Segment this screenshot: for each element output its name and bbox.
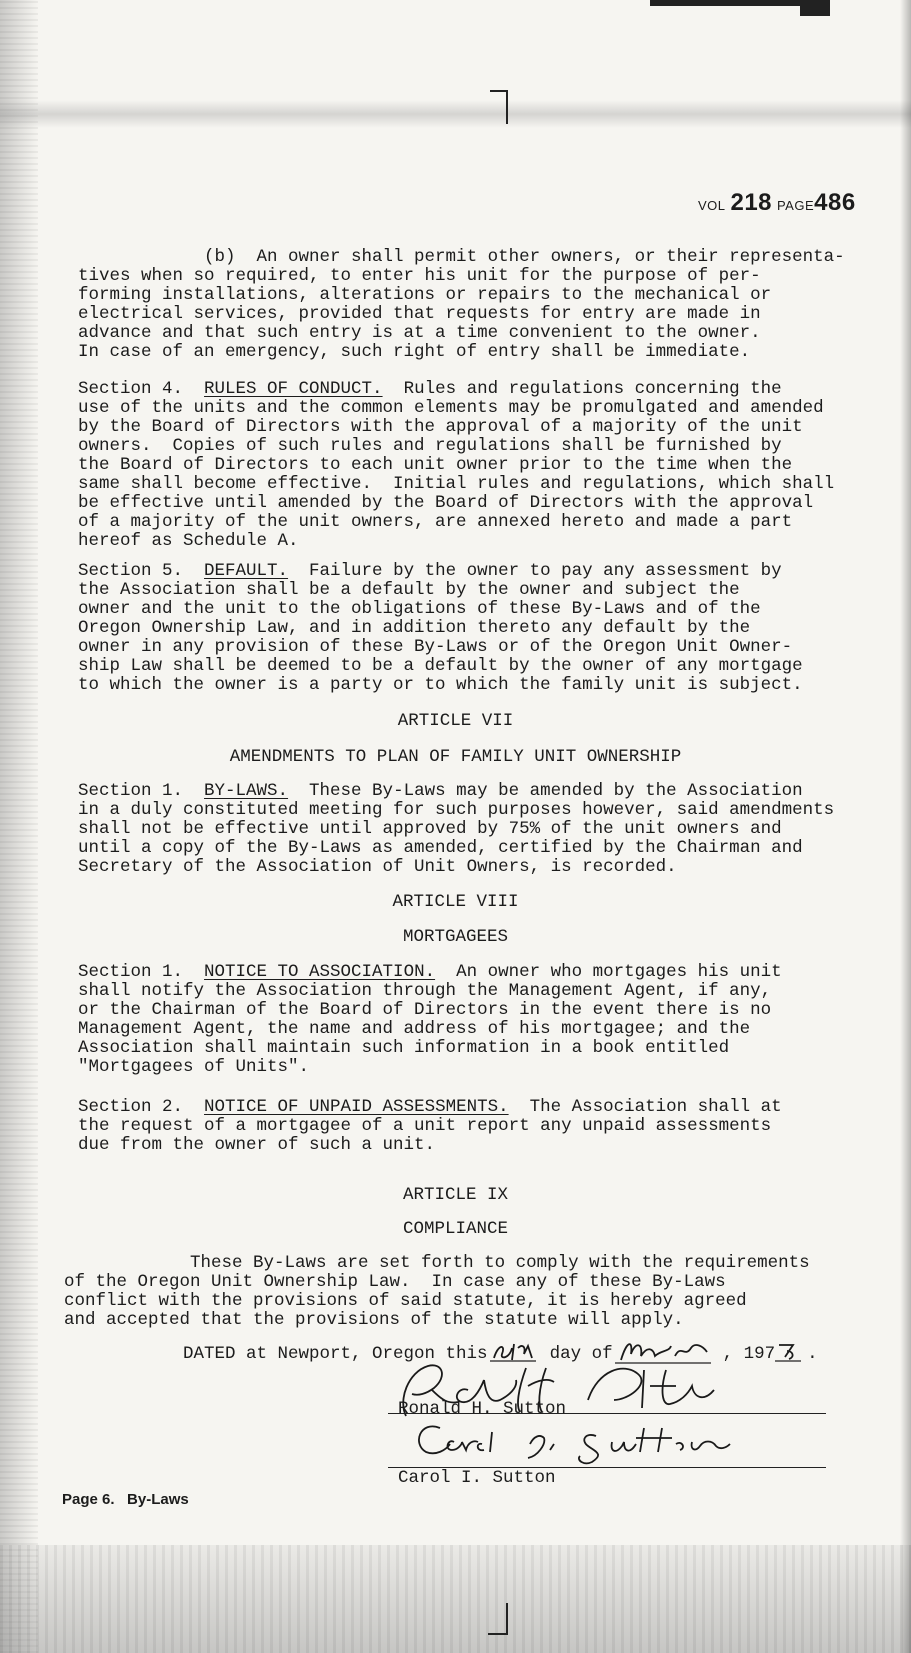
- section-prefix: Section 1.: [78, 962, 205, 982]
- section-prefix: Section 5.: [78, 561, 205, 581]
- text-line: owner in any provision of these By-Laws or of the Oregon Unit Owner-: [78, 637, 793, 657]
- article-8-subtitle: MORTGAGEES: [402, 927, 509, 947]
- section-heading: NOTICE OF UNPAID ASSESSMENTS.: [204, 1097, 509, 1117]
- text-line: In case of an emergency, such right of entry shall be immediate.: [78, 342, 751, 362]
- day-of-label: day of: [549, 1344, 613, 1364]
- dated-line: DATED at Newport, Oregon this day of , 197 .: [183, 1338, 818, 1366]
- text-line: until a copy of the By-Laws as amended, certified by the Chairman and: [78, 838, 803, 858]
- vol-label: VOL: [698, 198, 726, 213]
- section-heading: NOTICE TO ASSOCIATION.: [204, 962, 436, 982]
- article-7-title: ARTICLE VII: [397, 711, 514, 731]
- page-footer: [62, 1490, 189, 1509]
- text-line: or the Chairman of the Board of Directors in the event there is no: [78, 1000, 772, 1020]
- article-9-subtitle: COMPLIANCE: [402, 1219, 509, 1239]
- text-line: the request of a mortgagee of a unit report any unpaid assessments: [78, 1116, 772, 1136]
- dated-text: DATED at Newport, Oregon this: [183, 1344, 488, 1364]
- text-line: in a duly constituted meeting for such purposes however, said amendments: [78, 800, 835, 820]
- article-7-section-1: [78, 782, 878, 877]
- text-line: use of the units and the common elements may be promulgated and amended: [78, 398, 824, 418]
- text-line: tives when so required, to enter his unit for the purpose of per-: [78, 266, 761, 286]
- text-line: owners. Copies of such rules and regulations shall be furnished by: [78, 436, 782, 456]
- footer-page-label: Page 6.: [62, 1491, 115, 1508]
- article-8-section-1: [78, 963, 878, 1077]
- section-prefix: Section 2.: [78, 1097, 205, 1117]
- scan-top-notch: [800, 0, 830, 16]
- text-line: the Association shall be a default by the owner and subject the: [78, 580, 740, 600]
- text-line: be effective until amended by the Board of Directors with the approval: [78, 493, 814, 513]
- text-line: and accepted that the provisions of the statute will apply.: [64, 1310, 684, 1330]
- year-handwriting-icon: [775, 1341, 801, 1363]
- signer-name-1: Ronald H. Sutton: [398, 1399, 567, 1419]
- section-text: An owner who mortgages his unit: [435, 962, 782, 982]
- section-text: The Association shall at: [508, 1097, 782, 1117]
- text-line: conflict with the provisions of said statute, it is hereby agreed: [64, 1291, 747, 1311]
- page-label: PAGE: [776, 198, 815, 213]
- section-heading: DEFAULT.: [204, 561, 289, 581]
- section-5-default: [78, 562, 878, 695]
- text-line: Oregon Ownership Law, and in addition thereto any default by the: [78, 618, 751, 638]
- text-line: to which the owner is a party or to which the family unit is subject.: [78, 675, 803, 695]
- volume-page-reference: [698, 189, 856, 216]
- section-text: Failure by the owner to pay any assessment by: [288, 561, 782, 581]
- paragraph-b: [78, 248, 878, 362]
- text-line: Secretary of the Association of Unit Owners, is recorded.: [78, 857, 677, 877]
- section-text: Rules and regulations concerning the: [382, 379, 782, 399]
- text-line: These By-Laws are set forth to comply with the requirements: [64, 1253, 810, 1273]
- text-line: of the Oregon Unit Ownership Law. In case any of these By-Laws: [64, 1272, 726, 1292]
- page-number: 486: [814, 189, 856, 216]
- text-line: ship Law shall be deemed to be a default by the owner of any mortgage: [78, 656, 803, 676]
- signature-carol-icon: [400, 1414, 760, 1468]
- article-9-title: ARTICLE IX: [402, 1185, 509, 1205]
- crop-mark-bottom: [488, 1603, 508, 1635]
- text-line: Association shall maintain such information in a book entitled: [78, 1038, 730, 1058]
- section-heading: BY-LAWS.: [204, 781, 289, 801]
- year-digit-handwritten: [775, 1341, 807, 1364]
- article-7-subtitle: AMENDMENTS TO PLAN OF FAMILY UNIT OWNERSHIP: [229, 747, 682, 767]
- text-line: forming installations, alterations or repairs to the mechanical or: [78, 285, 772, 305]
- section-prefix: Section 1.: [78, 781, 205, 801]
- text-line: owner and the unit to the obligations of these By-Laws and of the: [78, 599, 761, 619]
- scan-edge-right: [900, 0, 911, 1653]
- scan-edge-left: [0, 0, 38, 1653]
- text-line: due from the owner of such a unit.: [78, 1135, 436, 1155]
- text-line: the Board of Directors to each unit owner prior to the time when the: [78, 455, 793, 475]
- section-4-rules-of-conduct: [78, 380, 878, 551]
- text-line: by the Board of Directors with the approval of a majority of the unit: [78, 417, 803, 437]
- crop-mark-top: [490, 90, 508, 124]
- text-line: shall not be effective until approved by 75% of the unit owners and: [78, 819, 782, 839]
- text-line: advance and that such entry is at a time convenient to the owner.: [78, 323, 761, 343]
- vol-number: 218: [730, 189, 773, 216]
- text-line: shall notify the Association through the Management Agent, if any,: [78, 981, 772, 1001]
- text-line: hereof as Schedule A.: [78, 531, 299, 551]
- article-9-compliance: [64, 1254, 864, 1330]
- section-heading: RULES OF CONDUCT.: [204, 379, 383, 399]
- section-prefix: Section 4.: [78, 379, 205, 399]
- signer-name-2: Carol I. Sutton: [398, 1468, 556, 1488]
- article-8-title: ARTICLE VIII: [392, 892, 519, 912]
- footer-doc-label: By-Laws: [127, 1491, 189, 1508]
- text-line: "Mortgagees of Units".: [78, 1057, 310, 1077]
- text-line: same shall become effective. Initial rules and regulations, which shall: [78, 474, 835, 494]
- year-text: , 197: [722, 1344, 776, 1364]
- article-8-section-2: [78, 1098, 878, 1155]
- section-text: These By-Laws may be amended by the Association: [288, 781, 803, 801]
- scan-band-top: [0, 100, 911, 128]
- text-line: of a majority of the unit owners, are annexed hereto and made a part: [78, 512, 793, 532]
- text-line: (b) An owner shall permit other owners, or their representa-: [78, 247, 845, 267]
- scan-band-bottom: [0, 1545, 911, 1653]
- text-line: Management Agent, the name and address of his mortgagee; and the: [78, 1019, 751, 1039]
- text-line: electrical services, provided that requests for entry are made in: [78, 304, 761, 324]
